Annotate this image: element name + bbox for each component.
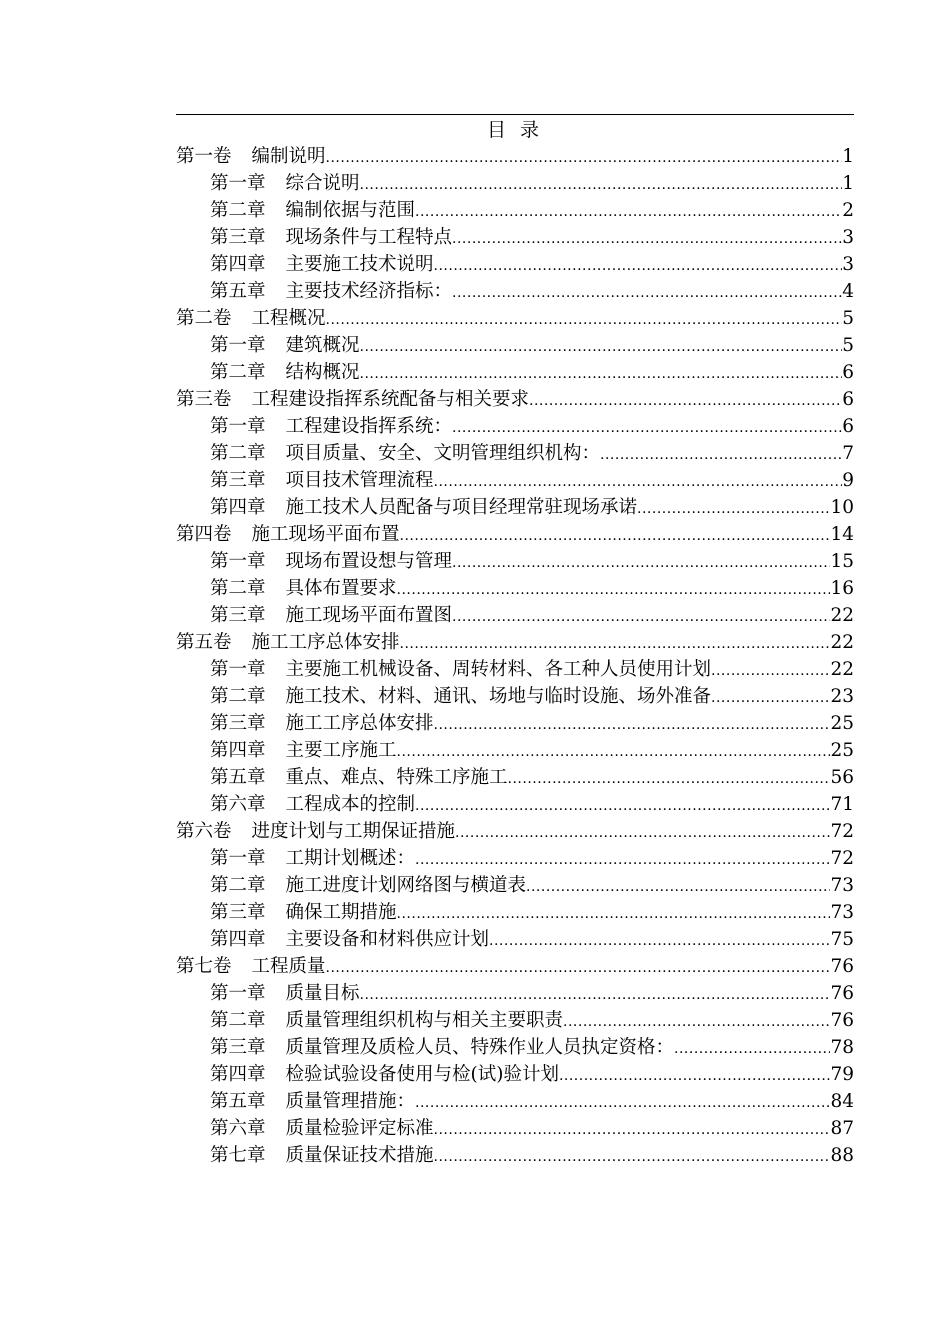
dot-leader	[415, 1090, 830, 1117]
toc-page-number: 79	[830, 1064, 854, 1085]
toc-chapter-entry[interactable]	[176, 899, 854, 926]
toc-entry-text: 质量检验评定标准	[285, 1118, 434, 1139]
toc-chapter-entry[interactable]	[176, 602, 854, 629]
toc-entry-label	[210, 224, 452, 251]
toc-entry-text: 编制依据与范围	[285, 200, 416, 221]
toc-page-number: 88	[830, 1145, 854, 1166]
dot-leader	[326, 307, 843, 334]
toc-chapter-entry[interactable]	[176, 1088, 854, 1115]
toc-entry-number: 第二章	[210, 686, 266, 707]
toc-entry-text: 施工技术人员配备与项目经理常驻现场承诺	[285, 497, 638, 518]
toc-chapter-entry[interactable]	[176, 980, 854, 1007]
toc-entry-number: 第三章	[210, 902, 266, 923]
toc-entry-number: 第三章	[210, 227, 266, 248]
dot-leader	[529, 388, 842, 415]
toc-entry-label	[210, 494, 637, 521]
toc-chapter-entry[interactable]	[176, 575, 854, 602]
toc-entry-label	[176, 305, 326, 332]
toc-chapter-entry[interactable]	[176, 467, 854, 494]
dot-leader	[559, 1063, 831, 1090]
toc-entry-number: 第三章	[210, 1037, 266, 1058]
toc-page-number: 14	[830, 524, 854, 545]
toc-entry-number: 第一卷	[176, 146, 232, 167]
toc-page-number: 10	[830, 497, 854, 518]
toc-chapter-entry[interactable]	[176, 845, 854, 872]
dot-leader	[711, 685, 830, 712]
toc-entry-number: 第四章	[210, 740, 266, 761]
dot-leader	[434, 1117, 831, 1144]
toc-entry-text: 重点、难点、特殊工序施工	[285, 767, 508, 788]
toc-entry-text: 质量管理及质检人员、特殊作业人员执定资格：	[285, 1037, 675, 1058]
toc-entry-number: 第一章	[210, 848, 266, 869]
toc-entry-text: 工程成本的控制	[285, 794, 416, 815]
toc-entry-text: 施工现场平面布置	[251, 524, 400, 545]
dot-leader	[360, 982, 831, 1009]
toc-entry-text: 工程建设指挥系统：	[285, 416, 453, 437]
toc-entry-text: 主要技术经济指标：	[285, 281, 453, 302]
toc-entry-number: 第三章	[210, 605, 266, 626]
table-of-contents	[176, 143, 854, 1169]
toc-chapter-entry[interactable]	[176, 683, 854, 710]
toc-entry-label	[210, 359, 360, 386]
dot-leader	[415, 847, 830, 874]
toc-chapter-entry[interactable]	[176, 872, 854, 899]
toc-entry-text: 综合说明	[285, 173, 360, 194]
toc-page-number: 76	[830, 956, 854, 977]
toc-page-number: 75	[830, 929, 854, 950]
toc-entry-number: 第三章	[210, 713, 266, 734]
toc-entry-text: 工程质量	[251, 956, 326, 977]
toc-entry-number: 第六章	[210, 794, 266, 815]
toc-entry-label	[210, 710, 434, 737]
toc-entry-label	[210, 1007, 563, 1034]
toc-page-number: 5	[842, 308, 854, 329]
toc-entry-label	[176, 953, 326, 980]
toc-entry-text: 主要施工技术说明	[285, 254, 434, 275]
toc-page-number: 56	[830, 767, 854, 788]
toc-chapter-entry[interactable]	[176, 1034, 854, 1061]
toc-entry-number: 第一章	[210, 983, 266, 1004]
toc-entry-label	[210, 872, 526, 899]
toc-entry-text: 编制说明	[251, 146, 326, 167]
toc-entry-number: 第七卷	[176, 956, 232, 977]
toc-volume-entry[interactable]	[176, 521, 854, 548]
toc-page-number: 87	[830, 1118, 854, 1139]
toc-entry-number: 第五章	[210, 767, 266, 788]
toc-entry-text: 工程概况	[251, 308, 326, 329]
toc-entry-number: 第一章	[210, 416, 266, 437]
toc-entry-text: 主要施工机械设备、周转材料、各工种人员使用计划	[285, 659, 712, 680]
dot-leader	[400, 631, 831, 658]
toc-entry-number: 第四章	[210, 929, 266, 950]
toc-entry-text: 质量目标	[285, 983, 360, 1004]
toc-entry-label	[210, 251, 434, 278]
toc-entry-text: 施工工序总体安排	[285, 713, 434, 734]
toc-volume-entry[interactable]	[176, 953, 854, 980]
dot-leader	[434, 712, 831, 739]
dot-leader	[711, 658, 830, 685]
toc-chapter-entry[interactable]	[176, 1142, 854, 1169]
toc-entry-text: 主要设备和材料供应计划	[285, 929, 490, 950]
toc-entry-text: 项目质量、安全、文明管理组织机构：	[285, 443, 601, 464]
toc-entry-number: 第二章	[210, 1010, 266, 1031]
toc-volume-entry[interactable]	[176, 629, 854, 656]
toc-entry-number: 第二章	[210, 578, 266, 599]
toc-entry-number: 第六章	[210, 1118, 266, 1139]
toc-entry-label	[210, 656, 711, 683]
toc-page-number: 22	[830, 659, 854, 680]
toc-entry-number: 第二章	[210, 200, 266, 221]
toc-page-number: 2	[842, 200, 854, 221]
toc-entry-label	[210, 1061, 559, 1088]
dot-leader	[600, 442, 842, 469]
dot-leader	[452, 226, 842, 253]
toc-page-number: 76	[830, 983, 854, 1004]
toc-chapter-entry[interactable]	[176, 791, 854, 818]
toc-entry-text: 工程建设指挥系统配备与相关要求	[251, 389, 530, 410]
toc-entry-label	[210, 332, 360, 359]
toc-entry-text: 工期计划概述：	[285, 848, 416, 869]
toc-entry-label	[210, 737, 397, 764]
toc-page-number: 6	[842, 389, 854, 410]
toc-entry-number: 第四章	[210, 497, 266, 518]
dot-leader	[434, 1144, 831, 1171]
dot-leader	[563, 1009, 830, 1036]
toc-chapter-entry[interactable]	[176, 1115, 854, 1142]
toc-page-number: 72	[830, 848, 854, 869]
toc-volume-entry[interactable]	[176, 143, 854, 170]
toc-page-number: 6	[842, 416, 854, 437]
toc-entry-label	[210, 170, 360, 197]
toc-entry-number: 第一章	[210, 551, 266, 572]
toc-entry-number: 第二章	[210, 443, 266, 464]
toc-entry-text: 确保工期措施	[285, 902, 397, 923]
toc-entry-number: 第三章	[210, 470, 266, 491]
dot-leader	[452, 550, 830, 577]
toc-chapter-entry[interactable]	[176, 359, 854, 386]
toc-entry-label	[210, 413, 452, 440]
toc-chapter-entry[interactable]	[176, 926, 854, 953]
toc-chapter-entry[interactable]	[176, 332, 854, 359]
toc-page-number: 3	[842, 227, 854, 248]
toc-page-number: 1	[842, 146, 854, 167]
toc-chapter-entry[interactable]	[176, 548, 854, 575]
toc-entry-label	[210, 1088, 415, 1115]
toc-entry-text: 施工进度计划网络图与横道表	[285, 875, 527, 896]
toc-chapter-entry[interactable]	[176, 440, 854, 467]
dot-leader	[452, 415, 842, 442]
toc-chapter-entry[interactable]	[176, 251, 854, 278]
toc-page-number: 76	[830, 1010, 854, 1031]
toc-entry-number: 第二章	[210, 875, 266, 896]
toc-entry-number: 第四章	[210, 1064, 266, 1085]
toc-page-number: 15	[830, 551, 854, 572]
toc-entry-text: 进度计划与工期保证措施	[251, 821, 456, 842]
toc-chapter-entry[interactable]	[176, 1007, 854, 1034]
toc-chapter-entry[interactable]	[176, 278, 854, 305]
dot-leader	[415, 199, 842, 226]
toc-page-number: 5	[842, 335, 854, 356]
toc-page-number: 71	[830, 794, 854, 815]
toc-page-number: 25	[830, 740, 854, 761]
toc-chapter-entry[interactable]	[176, 710, 854, 737]
toc-chapter-entry[interactable]	[176, 656, 854, 683]
toc-entry-label	[210, 791, 415, 818]
dot-leader	[326, 955, 831, 982]
toc-entry-text: 施工工序总体安排	[251, 632, 400, 653]
toc-chapter-entry[interactable]	[176, 224, 854, 251]
toc-entry-text: 主要工序施工	[285, 740, 397, 761]
toc-entry-text: 质量管理措施：	[285, 1091, 416, 1112]
dot-leader	[489, 928, 830, 955]
toc-entry-text: 施工现场平面布置图	[285, 605, 453, 626]
toc-entry-number: 第五章	[210, 281, 266, 302]
toc-entry-number: 第一章	[210, 173, 266, 194]
toc-entry-text: 现场条件与工程特点	[285, 227, 453, 248]
toc-page-number: 3	[842, 254, 854, 275]
toc-entry-label	[210, 1034, 674, 1061]
dot-leader	[452, 280, 842, 307]
toc-entry-text: 结构概况	[285, 362, 360, 383]
toc-entry-label	[210, 467, 434, 494]
toc-entry-text: 建筑概况	[285, 335, 360, 356]
toc-entry-number: 第三卷	[176, 389, 232, 410]
toc-entry-number: 第二卷	[176, 308, 232, 329]
toc-entry-label	[210, 548, 452, 575]
toc-chapter-entry[interactable]	[176, 413, 854, 440]
toc-entry-label	[176, 143, 326, 170]
toc-entry-label	[210, 980, 360, 1007]
toc-entry-number: 第二章	[210, 362, 266, 383]
dot-leader	[526, 874, 830, 901]
dot-leader	[434, 469, 843, 496]
toc-entry-label	[210, 899, 397, 926]
dot-leader	[397, 901, 831, 928]
dot-leader	[508, 766, 831, 793]
toc-entry-label	[210, 1142, 434, 1169]
toc-page-number: 7	[842, 443, 854, 464]
toc-entry-label	[210, 575, 397, 602]
toc-chapter-entry[interactable]	[176, 197, 854, 224]
toc-chapter-entry[interactable]	[176, 764, 854, 791]
toc-entry-text: 质量保证技术措施	[285, 1145, 434, 1166]
toc-page-number: 22	[830, 632, 854, 653]
toc-page-number: 16	[830, 578, 854, 599]
toc-page-number: 78	[830, 1037, 854, 1058]
toc-page-number: 23	[830, 686, 854, 707]
toc-entry-number: 第四卷	[176, 524, 232, 545]
header-rule	[176, 114, 854, 115]
dot-leader	[434, 253, 843, 280]
dot-leader	[397, 577, 831, 604]
toc-entry-number: 第一章	[210, 335, 266, 356]
toc-chapter-entry[interactable]	[176, 737, 854, 764]
toc-entry-number: 第六卷	[176, 821, 232, 842]
toc-page-number: 4	[842, 281, 854, 302]
dot-leader	[452, 604, 830, 631]
dot-leader	[360, 334, 843, 361]
toc-page-number: 25	[830, 713, 854, 734]
toc-entry-text: 具体布置要求	[285, 578, 397, 599]
dot-leader	[674, 1036, 830, 1063]
dot-leader	[360, 361, 843, 388]
dot-leader	[637, 496, 830, 523]
toc-title: 目 录	[486, 119, 544, 141]
dot-leader	[400, 523, 831, 550]
toc-entry-text: 检验试验设备使用与检(试)验计划	[285, 1064, 559, 1085]
dot-leader	[360, 172, 843, 199]
toc-entry-text: 现场布置设想与管理	[285, 551, 453, 572]
toc-entry-label	[176, 818, 455, 845]
toc-volume-entry[interactable]	[176, 386, 854, 413]
toc-entry-number: 第五卷	[176, 632, 232, 653]
dot-leader	[397, 739, 831, 766]
toc-page-number: 1	[842, 173, 854, 194]
toc-entry-label	[210, 602, 452, 629]
toc-entry-label	[176, 629, 400, 656]
toc-page-number: 6	[842, 362, 854, 383]
toc-page-number: 73	[830, 875, 854, 896]
toc-page-number: 73	[830, 902, 854, 923]
dot-leader	[455, 820, 830, 847]
toc-volume-entry[interactable]	[176, 305, 854, 332]
toc-entry-label	[210, 926, 489, 953]
toc-entry-text: 项目技术管理流程	[285, 470, 434, 491]
toc-chapter-entry[interactable]	[176, 1061, 854, 1088]
toc-entry-label	[210, 1115, 434, 1142]
toc-entry-number: 第五章	[210, 1091, 266, 1112]
toc-page-number: 84	[830, 1091, 854, 1112]
toc-entry-label	[176, 386, 529, 413]
toc-entry-text: 质量管理组织机构与相关主要职责	[285, 1010, 564, 1031]
toc-entry-label	[210, 683, 711, 710]
toc-entry-text: 施工技术、材料、通讯、场地与临时设施、场外准备	[285, 686, 712, 707]
toc-entry-label	[210, 197, 415, 224]
toc-entry-label	[210, 440, 600, 467]
toc-page-number: 72	[830, 821, 854, 842]
toc-volume-entry[interactable]	[176, 818, 854, 845]
toc-entry-label	[210, 764, 508, 791]
toc-entry-number: 第七章	[210, 1145, 266, 1166]
dot-leader	[415, 793, 830, 820]
toc-page-number: 9	[842, 470, 854, 491]
toc-entry-number: 第四章	[210, 254, 266, 275]
toc-chapter-entry[interactable]	[176, 494, 854, 521]
toc-chapter-entry[interactable]	[176, 170, 854, 197]
toc-entry-label	[210, 845, 415, 872]
toc-entry-label	[210, 278, 452, 305]
toc-entry-label	[176, 521, 400, 548]
toc-entry-number: 第一章	[210, 659, 266, 680]
dot-leader	[326, 145, 843, 172]
toc-page-number: 22	[830, 605, 854, 626]
